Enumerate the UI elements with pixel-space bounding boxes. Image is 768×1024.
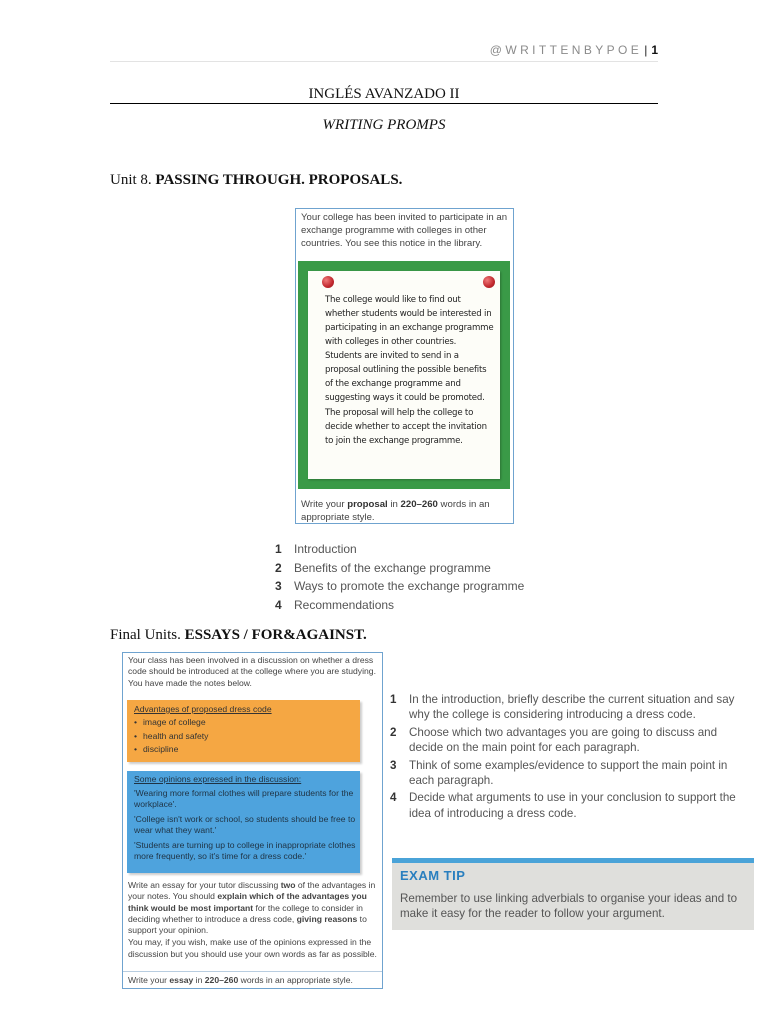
list-number: 3 xyxy=(390,758,397,772)
instruction-bold: 220–260 xyxy=(400,499,438,510)
list-number: 3 xyxy=(275,579,282,594)
list-text: Decide what arguments to use in your conclusion to support the idea of introducing a dress code. xyxy=(409,791,736,820)
opinions-heading: Some opinions expressed in the discussion: xyxy=(134,774,302,784)
instruction-text: for the college to consider in deciding whether to introduce a dress code, xyxy=(128,902,363,924)
essay-instruction-paragraph xyxy=(128,880,378,936)
header-divider xyxy=(110,61,658,62)
instruction-bold: giving reasons xyxy=(296,913,358,924)
list-item xyxy=(390,692,750,723)
list-item: • health and safety xyxy=(134,730,208,744)
opinion-quote: 'College isn't work or school, so students should be free to wear what they want.' xyxy=(134,814,356,836)
proposal-outline-list xyxy=(275,540,575,615)
advantages-list xyxy=(134,716,208,757)
document-subtitle: WRITING PROMPS xyxy=(322,117,446,133)
advantages-notes xyxy=(127,700,360,762)
list-text: Ways to promote the exchange programme xyxy=(294,579,525,594)
title-underline xyxy=(110,103,658,104)
opinion-quote: 'Students are turning up to college in inappropriate clothes more frequently, so it's time for a dress code.' xyxy=(134,840,356,862)
instruction-text: words in an appropriate style. xyxy=(301,499,490,523)
essay-task-box xyxy=(122,652,383,989)
instruction-bold: 220–260 xyxy=(204,975,239,985)
list-item xyxy=(275,559,575,578)
notice-paragraph: The proposal will help the college to decide whether to accept the invitation to join the exchange programme. xyxy=(325,408,487,446)
instruction-text: Write your xyxy=(128,975,170,985)
list-number: 1 xyxy=(390,693,397,706)
proposal-task-box xyxy=(295,208,514,524)
list-item: • discipline xyxy=(134,743,208,757)
list-item xyxy=(275,577,575,596)
advantages-heading: Advantages of proposed dress code xyxy=(134,704,272,714)
essay-optional-note: You may, if you wish, make use of the opinions expressed in the discussion but you should use your own words as far as possible. xyxy=(128,937,377,959)
list-item xyxy=(275,540,575,559)
list-text: In the introduction, briefly describe the current situation and say why the college is considering introducing a dress code. xyxy=(409,693,735,722)
list-number: 2 xyxy=(390,725,397,739)
proposal-task-intro: Your college has been invited to participate in an exchange programme with colleges in other countries. You see this notice in the library. xyxy=(301,212,508,249)
pushpin-icon xyxy=(322,276,334,288)
document-title: INGLÉS AVANZADO II xyxy=(308,86,460,102)
essay-task-intro: Your class has been involved in a discussion on whether a dress code should be introduced at the college where you are studying. You have made the notes below. xyxy=(128,655,376,688)
header-separator: | xyxy=(644,43,648,57)
opinion-quote: 'Wearing more formal clothes will prepare students for the workplace'. xyxy=(134,788,354,810)
list-item xyxy=(390,725,750,756)
exam-tip-body: Remember to use linking adverbials to organise your ideas and to make it easy for the reader to follow your argument. xyxy=(400,892,738,920)
essay-word-count-instruction xyxy=(128,975,378,986)
instruction-text: words in an appropriate style. xyxy=(238,975,353,985)
list-text: Think of some examples/evidence to support the main point in each paragraph. xyxy=(409,758,728,788)
instruction-bold: proposal xyxy=(347,499,388,510)
essay-steps-list xyxy=(390,692,750,823)
exam-tip-box xyxy=(392,858,754,930)
list-number: 4 xyxy=(275,598,282,613)
final-units-heading xyxy=(110,627,367,644)
list-text: Choose which two advantages you are going to discuss and decide on the main point for each paragraph. xyxy=(409,725,718,755)
list-text: Benefits of the exchange programme xyxy=(294,560,491,575)
essay-instructions xyxy=(128,880,378,961)
pushpin-icon xyxy=(483,276,495,288)
unit8-heading xyxy=(110,172,402,189)
list-text: Recommendations xyxy=(294,598,395,613)
list-number: 2 xyxy=(275,560,282,575)
list-item xyxy=(275,596,575,615)
list-number: 4 xyxy=(390,791,397,805)
final-units-prefix: Final Units. xyxy=(110,627,185,643)
list-item: • image of college xyxy=(134,716,208,730)
list-item xyxy=(390,790,750,821)
instruction-bold: two xyxy=(280,880,296,890)
instruction-text: of the advantages in your notes. You should xyxy=(128,880,376,902)
opinions-notes xyxy=(127,771,360,873)
divider xyxy=(123,971,382,972)
notice-paper xyxy=(308,271,500,479)
page-header xyxy=(490,43,658,57)
instruction-bold: explain which of the advantages you think would be most important xyxy=(128,891,367,913)
notice-paragraph: The college would like to find out whether students would be interested in participating in an exchange programme with colleges in other countries. Students are invited to send in a proposal outlining the possible benefits of the exchange programme and suggesting ways it could be promoted. xyxy=(325,295,494,403)
exam-tip-heading: EXAM TIP xyxy=(400,868,466,883)
exam-tip-accent-bar xyxy=(392,858,754,863)
notice-text xyxy=(325,293,495,449)
unit8-title: PASSING THROUGH. PROPOSALS. xyxy=(155,172,403,188)
page-number: 1 xyxy=(651,43,658,57)
unit8-prefix: Unit 8. xyxy=(110,172,156,188)
list-number: 1 xyxy=(275,542,282,556)
final-units-title: ESSAYS / FOR&AGAINST. xyxy=(184,627,367,643)
library-notice xyxy=(298,261,510,489)
instruction-text: Write your xyxy=(301,499,348,510)
instruction-text: in xyxy=(193,975,205,985)
list-text: Introduction xyxy=(294,542,357,556)
list-item xyxy=(390,758,750,789)
proposal-task-instruction xyxy=(301,498,509,524)
instruction-text: Write an essay for your tutor discussing xyxy=(128,880,281,890)
instruction-bold: essay xyxy=(169,975,194,985)
author-handle: @WRITTENBYPOE xyxy=(489,43,643,57)
instruction-text: to support your opinion. xyxy=(128,913,367,936)
instruction-text: in xyxy=(387,499,401,510)
